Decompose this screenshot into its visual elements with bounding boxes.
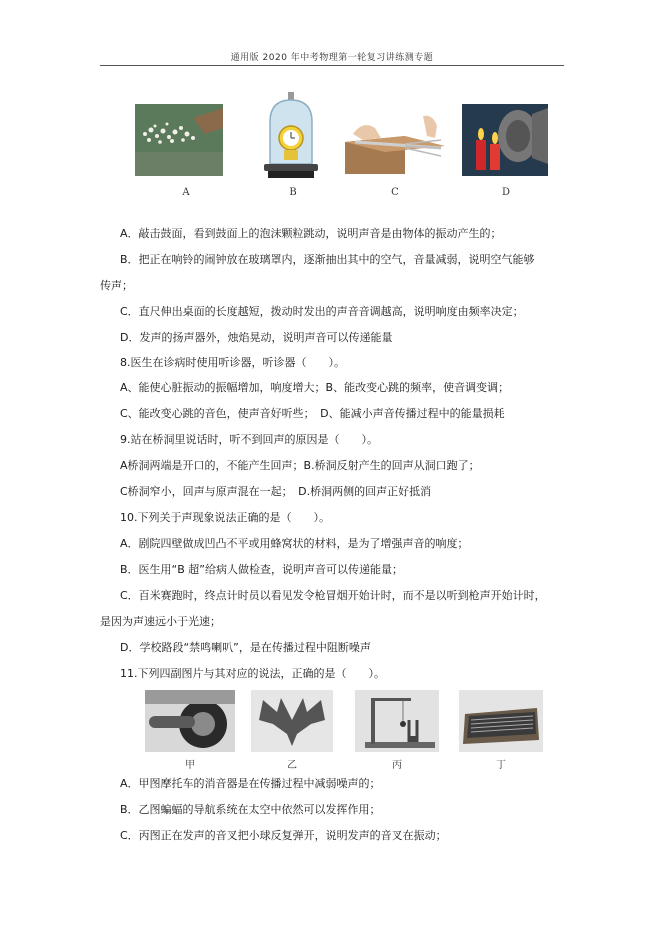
figure-yi-photo — [251, 690, 333, 752]
q8-options-cd: C、能改变心跳的音色，使声音好听些； D、能减小声音传播过程中的能量损耗 — [120, 407, 505, 420]
tuning-fork-ball-icon — [355, 690, 439, 752]
figure-jia-photo — [145, 690, 235, 752]
figure-c-caption: C — [391, 187, 399, 198]
q7-option-d: D．发声的扬声器外，烛焰晃动，说明声音可以传递能量 — [120, 331, 393, 344]
figure-a-caption: A — [182, 187, 190, 198]
speaker-candle-icon — [462, 104, 548, 176]
figure-a-photo — [135, 104, 223, 176]
bell-jar-icon — [262, 92, 320, 178]
q11-stem: 11.下列四副图片与其对应的说法，正确的是（ ）。 — [120, 667, 385, 680]
figure-bing-caption: 丙 — [392, 760, 402, 771]
q11-option-a: A．甲图摩托车的消音器是在传播过程中减弱噪声的； — [120, 777, 381, 790]
figure-ding-photo — [459, 690, 543, 752]
q9-options-ab: A桥洞两端是开口的，不能产生回声；B.桥洞反射产生的回声从洞口跑了； — [120, 459, 480, 472]
bat-icon — [251, 690, 333, 752]
q7-option-b-line2: 传声； — [100, 279, 133, 292]
q9-stem: 9.站在桥洞里说话时，听不到回声的原因是（ ）。 — [120, 433, 378, 446]
figure-d-caption: D — [501, 187, 511, 198]
q11-option-b: B．乙图蝙蝠的导航系统在太空中依然可以发挥作用； — [120, 803, 381, 816]
figure-yi-caption: 乙 — [287, 760, 297, 771]
q10-option-a: A．剧院四壁做成凹凸不平或用蜂窝状的材料，是为了增强声音的响度； — [120, 537, 469, 550]
q10-option-c-line2: 是因为声速远小于光速； — [100, 615, 221, 628]
q8-stem: 8.医生在诊病时使用听诊器，听诊器（ ）。 — [120, 356, 345, 369]
q7-option-b-line1: B．把正在响铃的闹钟放在玻璃罩内，逐渐抽出其中的空气，音量减弱，说明空气能够 — [120, 253, 535, 266]
q7-option-c: C．直尺伸出桌面的长度越短，拨动时发出的声音音调越高，说明响度由频率决定； — [120, 305, 524, 318]
motorcycle-muffler-icon — [145, 690, 235, 752]
q10-option-d: D．学校路段“禁鸣喇叭”，是在传播过程中阻断噪声 — [120, 641, 371, 654]
q8-options-ab: A、能使心脏振动的振幅增加，响度增大；B、能改变心跳的频率，使音调变调； — [120, 381, 510, 394]
q7-option-a: A．敲击鼓面，看到鼓面上的泡沫颗粒跳动，说明声音是由物体的振动产生的； — [120, 227, 502, 240]
musical-instrument-icon — [459, 690, 543, 752]
ruler-table-icon — [345, 106, 445, 174]
q11-option-c: C．丙图正在发声的音叉把小球反复弹开，说明发声的音叉在振动； — [120, 829, 447, 842]
figure-ding-caption: 丁 — [496, 760, 506, 771]
header-rule — [100, 65, 564, 66]
q9-options-cd: C桥洞窄小，回声与原声混在一起； D.桥洞两侧的回声正好抵消 — [120, 485, 432, 498]
drum-foam-icon — [135, 104, 223, 176]
page-header: 通用版 2020 年中考物理第一轮复习讲练测专题 — [230, 53, 434, 63]
figure-d-photo — [462, 104, 548, 176]
figure-b-photo — [262, 92, 320, 178]
figure-b-caption: B — [289, 187, 297, 198]
q10-option-b: B．医生用“B 超”给病人做检查，说明声音可以传递能量； — [120, 563, 403, 576]
q10-option-c-line1: C．百米赛跑时，终点计时员以看见发令枪冒烟开始计时，而不是以听到枪声开始计时， — [120, 589, 546, 602]
figure-c-photo — [345, 106, 445, 174]
q10-stem: 10.下列关于声现象说法正确的是（ ）。 — [120, 511, 330, 524]
figure-bing-photo — [355, 690, 439, 752]
figure-jia-caption: 甲 — [185, 760, 195, 771]
